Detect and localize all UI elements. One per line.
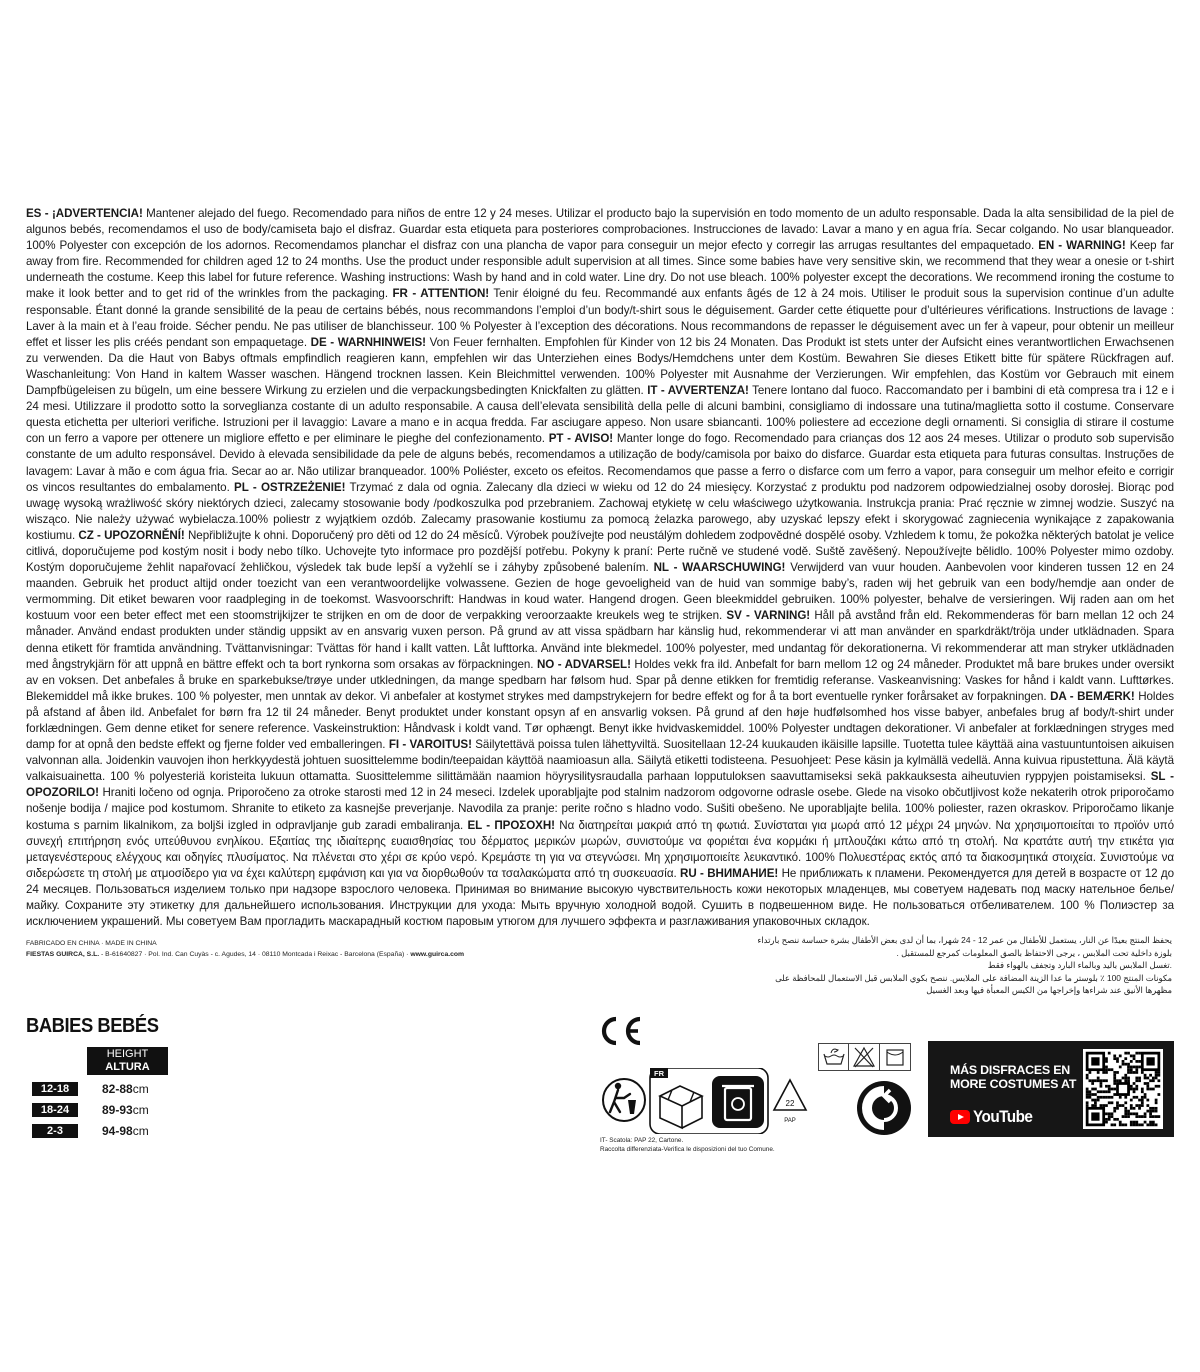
arabic-warning-text [752,934,1172,997]
warning-body: Keep far away from fire. Recommended for children aged 12 to 24 months. Use the product under responsible adult supervision at all times. Since some babies have very sensitive skin, we recommend that they wear a onesie or t-shirt underneath the costume. Keep this label for future reference. Washing instructions: Wash by hand and in cold water. Line dry. Do not use bleach. 100% polyester except the decorations. We recommend ironing the costume to make it look better and to get rid of the wrinkles from the packaging. [26,239,1174,301]
pap-number: 22 [785,1099,795,1108]
arabic-line: بلوزة داخلية تحت الملابس ، يرجى الاحتفاظ بالصق المعلومات كمرجع للمستقبل . [896,947,1172,958]
care-icons [818,1043,912,1071]
warning-body: Von Feuer fernhalten. Empfohlen für Kinder von 12 bis 24 Monaten. Das Produkt ist stets unter der Aufsicht eines verantwortlichen Erwachsenen zu verwenden. Da die Haut von Babys oftmals empfindlich reagieren kann, empfehlen wir das Unterziehen eines Bodys/Hemdchens unter dem Kostüm. Bewahren Sie dieses Etikett bitte für spätere Rückfragen auf. Waschanleitung: Von Hand in kaltem Wasser waschen. Hängend trocknen lassen. Kein Bleichmittel verwenden. 100% Polyester mit Ausnahme der Verzierungen. Wir empfehlen, das Kostüm vor Gebrauch mit einem Dampfbügeleisen zu bügeln, um eine bessere Wirkung zu erzielen und die verpackungsbedingten Knickfalten zu glätten. [26,335,1175,398]
warning-heading: RU - ВНИМАНИЕ! [680,866,779,880]
arabic-line: يحفظ المنتج بعيدًا عن النار، يستعمل للأطفال من عمر 12 - 24 شهرا، بما أن لدى بعض الأطفال بشرة حساسة ننصح بارتداء [757,935,1172,945]
warning-body: Tenere lontano dal fuoco. Raccomandato per i bambini di età compresa tra i 12 e i 24 mesi. Utilizzare il prodotto sotto la sorveglianza costante di un adulto responsabile. A causa dell’elevata sensibilità della pelle di alcuni bambini, consigliamo di indossare una tutina/maglietta sotto il costume. Conservare questa etichetta per ulteriori verifiche. Istruzioni per il lavaggio: Lavare a mano e in acqua fredda. Far asciugare appeso. Non usare sbiancanti. 100% poliestere ad eccezione degli ornamenti. Si consiglia di stirare il costume con un ferro a vapore per ottenere un migliore effetto e per eliminare le pieghe del confezionamento. [26,384,1174,446]
size-tag: 12-18 [32,1082,78,1096]
warning-heading: DE - WARNHINWEIS! [310,335,426,349]
recycling-note-line: Raccolta differenziata-Verifica le disposizioni del tuo Comune. [600,1146,775,1153]
warning-heading: PT - AVISO! [548,432,614,446]
youtube-label: YouTube [973,1107,1033,1126]
size-unit: cm [132,1082,149,1096]
warning-heading: CZ - UPOZORNĚNÍ! [78,528,185,542]
recycling-symbols [600,1068,810,1134]
pap-label: PAP [784,1118,796,1124]
arabic-line: مكونات المنتج 100 ٪ بلوستر ما عدا الزينة المضافة على الملابس. ننصح بكوي الملابس قبل الاستعمال للمحافظة على [775,972,1172,983]
warning-body: Hraniti ločeno od ognja. Priporočeno za otroke starosti med 12 in 24 meseci. Izdelek uporabljajte pod stalnim nadzorom odgovorne odrasle osebe. Glede na visoko občutljivost kože nekaterih otrok priporočamo nošenje bodija / majice pod kostumom. Shranite to etiketo za kasnejše preverjanje. Navodila za pranje: perite ročno s hladno vodo. Sušiti obešeno. Ne uporabljajte belila. 100% poliester, razen okraskov. Priporočamo likanje kostuma s parnim likalnikom, za boljši izgled in odpravljanje gub zaradi embaliranja. [26,786,1174,832]
recycling-note-line: IT- Scatola: PAP 22, Cartone. [600,1137,684,1144]
size-row [32,1124,149,1138]
size-row [32,1082,149,1096]
warning-heading: IT - AVVERTENZA! [647,384,749,398]
company-website: www.guirca.com [410,951,465,958]
qr-code-icon[interactable] [1083,1049,1163,1129]
warning-body: Να διατηρείται μακριά από τη φωτιά. Συνίσταται για μωρά από 12 μέχρι 24 μηνών. Να χρησιμοποιείται το προϊόν υπό συνεχή επιτήρηση ενός υπεύθυνου ενηλίκου. Εξαιτίας της ιδιαίτερης ευαισθησίας του δέρματος μερικών μωρών, συνιστούμε να φοριέται ένα κορμάκι ή μπλουζάκι κάτω από τη στολή. Να κρατάτε αυτή την ετικέτα για μεταγενέστερους ελέγχους και οδηγίες πλυσίματος. Να πλένεται στο χέρι σε κρύο νερό. Κρεμάστε τη για να στεγνώσει. Μη χρησιμοποιείτε λευκαντικό. 100% Πολυεστέρας εκτός από τα διακοσμητικά στοιχεία. Συνιστούμε να σιδερώσετε τη στολή με ατμοσίδερο για να έχει καλύτερη εμφάνιση και για να διορθωθούν τα τσαλακώματα από τη συσκευασία. [26,818,1174,880]
triman-country: FR [654,1069,664,1078]
warning-heading: PL - OSTRZEŻENIE! [234,480,346,494]
no-bleach-icon [849,1043,880,1071]
line-dry-icon [880,1043,911,1071]
triman-icon [650,1068,768,1134]
warning-heading: EN - WARNING! [1038,239,1126,253]
warning-heading: NO - ADVARSEL! [536,657,631,671]
size-unit: cm [132,1103,149,1117]
warning-body: Säilytettävä poissa tulen lähettyviltä. Suositellaan 12-24 kuukauden ikäisille lapsille. Tuotetta tulee käyttää aina vastuuntuntoisen aikuisen valvonnan alla. Joidenkin vauvojen ihon herkkyydestä johtuen suosittelemme bodin/teepaidan käyttöä naamioasun alla. Säilytä etiketti todisteena. Pesuohjeet: Pese käsin ja kylmällä vedellä. Anna kuivua ripustettuna. Älä käytä valkaisuainetta. 100 % polyesteriä koristeita lukuun ottamatta. Suosittelemme silittämään naamion höyrysilitysraudalla parhaan lopputuloksen saavuttamiseksi sekä pakkauksesta aiheutuvien ryppyjen poistamiseksi. [26,738,1174,784]
size-height: 82-88 [102,1082,133,1096]
promo-line-en: MORE COSTUMES AT [950,1077,1077,1091]
origin-text: FABRICADO EN CHINA · MADE IN CHINA [26,940,157,947]
height-label: HEIGHT [106,1048,149,1060]
warning-heading: SL - OPOZORILO! [26,770,1174,800]
size-tag: 18-24 [32,1103,78,1117]
warning-body: Manter longe do fogo. Recomendado para crianças dos 12 aos 24 meses. Utilizar o produto sob supervisão constante de um adulto responsável. Devido à elevada sensibilidade da pele de alguns bebés, recomendamos a utilização de body/camisola por baixo do disfarce. Guardar esta etiqueta para futuras consultas. Instruções de lavagem: Lavar à mão e com água fria. Secar ao ar. Não utilizar branqueador. 100% Poliéster, exceto os efeitos. Recomendamos que passe a ferro o disfarce com um ferro a vapor, para conseguir um melhor efeito e corrigir os vincos resultantes do embalamento. [26,432,1174,494]
size-row [32,1103,149,1117]
green-dot-icon [856,1080,912,1136]
company-name: FIESTAS GUIRCA, S.L. [26,951,100,958]
height-header [87,1047,168,1075]
tidyman-icon [603,1079,645,1121]
warning-heading: NL - WAARSCHUWING! [653,561,786,575]
hand-wash-icon [818,1043,849,1071]
youtube-icon [950,1110,970,1124]
warning-body: Не приближать к пламени. Рекомендуется для детей в возрасте от 12 до 24 месяцев. Пользоваться изделием только при надзоре взрослого человека. Принимая во внимание высокую чувствительность кожи некоторых младенцев, мы советуем надевать под маску нательное белье/майку. Сохраните эту этикетку для дальнейшего использования. Инструкции для ухода: Мыть вручную холодной водой. Сушить в подвешенном виде. Не пользоваться отбеливателем. 100 % Полиэстер за исключением украшений. Мы советуем Вам прогладить маскарадный костюм паровым утюгом для лучшего эффекта и разглаживания упаковочных складок. [26,866,1174,929]
warning-heading: FR - ATTENTION! [392,287,490,301]
warning-body: Verwijderd van vuur houden. Aanbevolen voor kinderen tussen 12 en 24 maanden. Gebruik het product altijd onder toezicht van een verantwoordelijke volwassene. Gezien de hoge gevoeligheid van de huid van sommige baby’s, raden wij het gebruik van een body/hemdje aan onder de vermomming. Dit etiket bewaren voor raadpleging in de toekomst. Wasvoorschrift: Handwas in koud water. Hangend drogen. Geen bleekmiddel gebruiken. 100% polyester, behalve de versieringen. Wij raden aan om het kostuum voor een beter effect met een stoomstrijkijzer te strijken en om de door de verpakking veroorzaakte kreukels weg te strijken. [26,561,1174,623]
size-chart-title: BABIES BEBÉS [26,1015,159,1037]
pap-recycle-icon [774,1080,806,1124]
company-address: - B-61640827 · Pol. Ind. Can Cuyàs - c. Agudes, 14 · 08110 Montcada i Reixac - Barcelona (España) · [99,951,411,958]
altura-label: ALTURA [105,1061,150,1073]
warning-body: Mantener alejado del fuego. Recomendado para niños de entre 12 y 24 meses. Utilizar el producto bajo la supervisión en todo momento de un adulto responsable. Dada la alta sensibilidad de la piel de algunos bebés, recomendamos el uso de body/camiseta bajo el disfraz. Guardar esta etiqueta para posteriores comprobaciones. Instrucciones de lavado: Lavar a mano y en agua fría. Secar colgando. No usar blanqueador. 100% Polyester con excepción de los adornos. Recomendamos planchar el disfraz con una plancha de vapor para conseguir un mejor efecto y corregir las arrugas resultantes del empaquetado. [26,207,1174,253]
arabic-line: مظهرها الأنيق عند شراءها وإخراجها من الكيس المعبأة فيها وبعد الغسيل [926,985,1172,996]
size-unit: cm [132,1124,149,1138]
size-height: 89-93 [102,1103,133,1117]
warning-heading: DA - BEMÆRK! [1050,689,1135,703]
warning-heading: SV - VARNING! [726,609,811,623]
size-tag: 2-3 [32,1124,78,1138]
warning-heading: FI - VAROITUS! [388,738,472,752]
youtube-link[interactable] [950,1107,1039,1127]
promo-banner[interactable] [928,1041,1174,1137]
warning-body: Håll på avstånd från eld. Rekommenderas för barn mellan 12 och 24 månader. Använd endast produkten under ständig uppsikt av en ansvarig vuxen person. På grund av att vissa spädbarn har känslig hud, rekommenderar vi att man använder en sparkdräkt/tröja under utklädnaden. Spara denna etikett för framtida användning. Tvättanvisningar: Tvättas för hand i kallt vatten. Låt lufttorka. Använd inte blekmedel. 100% polyester, med undantag för dekorationerna. Vi rekommenderar att man stryker utklädnaden med ångstrykjärn för att uppnå en bättre effekt och ta bort rynkorna som orsakas av förpackningen. [26,609,1174,671]
warning-body: Holdes vekk fra ild. Anbefalt for barn mellom 12 og 24 måneder. Produktet må bare brukes under oversikt av en voksen. Det anbefales å bruke en sparkebukse/trøye under utkledningen, da mange spedbarn har følsom hud. Spar på denne etikken for fremtidig referanse. Vaskeanvisning: Vaskes for hånd i kaldt vann. Lufttørkes. Blekemiddel må ikke brukes. 100 % polyester, men unntak av dekor. Vi anbefaler at kostymet strykes med dampstrykejern for bedre effekt og for å ta bort eventuelle rynker forårsaket av forpakningen. [26,657,1174,703]
warning-text-block [26,206,1174,930]
arabic-line: .تغسل الملابس باليد وبالماء البارد وتجفف بالهواء فقط [987,960,1172,971]
warning-body: Holdes på afstand af åben ild. Anbefalet for børn fra 12 til 24 måneder. Benyt produktet under konstant opsyn af en ansvarlig voksen. På grund af den høje hudfølsomhed hos visse babyer, anbefales brug af body/t-shirt under forklædningen. Gem denne etiket for senere reference. Vaskeinstruktion: Håndvask i koldt vand. Tør ophængt. Benyt ikke hvidvaskemiddel. 100% Polyester undtagen dekorationer. Vi anbefaler at forklædningen stryges med damp for at opnå den bedste effekt og fjerne folder ved emballeringen. [26,689,1174,752]
size-height: 94-98 [102,1124,133,1138]
warning-heading: EL - ΠΡΟΣΟΧΗ! [467,818,555,832]
warning-body: Trzymać z dala od ognia. Zalecany dla dzieci w wieku od 12 do 24 miesięcy. Korzystać z produktu pod nadzorem odpowiedzialnej osoby dorosłej. Biorąc pod uwagę wysoką wrażliwość skóry niektórych dzieci, zalecamy stosowanie body /podkoszulka pod przebraniem. Zachowaj etykietę w celu właściwego użytkowania. Instrukcja prania: Prać ręcznie w zimnej wodzie. Suszyć na wiszącо. Nie należy używać wybielacza.100% poliestr z wyjątkiem ozdób. Zalecamy prasowanie kostiumu za pomocą żelazka parowego, aby uzyskać lepszy efekt i skorygować zagniecenia wynikające z zapakowania kostiumu. [26,480,1174,542]
recycling-note [600,1136,775,1154]
promo-line-es: MÁS DISFRACES EN [950,1063,1071,1077]
ce-mark-icon [600,1016,644,1046]
warning-heading: ES - ¡ADVERTENCIA! [26,207,143,220]
manufacturer-info [26,938,464,960]
warning-body: Nepřibližujte k ohni. Doporučený pro děti od 12 do 24 měsíců. Výrobek používejte pod neustálým dohledem zodpovědné dospělé osoby. Vzhledem k tomu, že pokožka některých batolat je velice citlivá, doporučujeme pod kostým nosit i body nebo tílko. Uchovejte tyto informace pro pozdější potřebu. Pokyny k praní: Perte ručně ve studené vodě. Suště zavěšený. Nepoužívejte bělidlo. 100% Polyester mimo ozdoby. Kostým doporučujeme žehlit napařovací žehličkou, výsledek tak bude lepší a vyžehlí se i záhyby způsobené balením. [26,528,1174,575]
warning-body: Tenir éloigné du feu. Recommandé aux enfants âgés de 12 à 24 mois. Utiliser le produit sous la supervision continue d’un adulte responsable. Étant donné la grande sensibilité de la peau de certains bébés, nous recommandons l’emploi d’un body/t-shirt sous le déguisement. Garder cette étiquette pour d’ultérieures vérifications. Instructions de lavage : Laver à la main et à l’eau froide. Sécher pendu. Ne pas utiliser de blanchisseur. 100 % Polyester à l’exception des décorations. Nous recommandons de repasser le déguisement avec un fer à vapeur, pour obtenir un meilleur effet et lisser les plis créés pendant son empaquetage. [26,287,1175,349]
